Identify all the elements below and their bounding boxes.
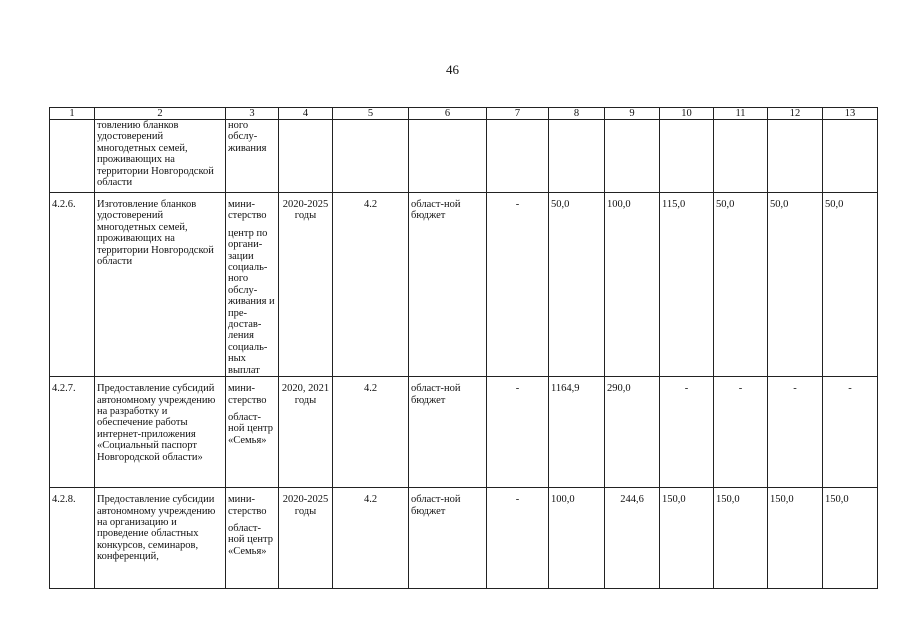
program-table: [49, 107, 878, 589]
cell-source: област-ной бюджет: [409, 488, 487, 589]
cell-value: 150,0: [660, 488, 714, 589]
cell-number: 4.2.6.: [50, 193, 95, 377]
executor-line: центр по органи-зации социаль-ного обслу-живания и пре-достав-ления социаль-ных выплат: [228, 227, 275, 376]
cell-value: 244,6: [605, 488, 660, 589]
header-col-6: 6: [409, 108, 487, 120]
cell-description: Предоставление субсидии автономному учреждению на организацию и проведение областных конкурсов, семинаров, конференций,: [95, 488, 226, 589]
cell-source: област-ной бюджет: [409, 193, 487, 377]
cell-value: [487, 120, 549, 193]
cell-executor: [226, 120, 279, 193]
cell-value: [768, 120, 823, 193]
cell-value: 50,0: [768, 193, 823, 377]
executor-line: мини-стерство: [228, 383, 267, 406]
cell-period: 2020-2025 годы: [279, 193, 333, 377]
cell-number: [50, 120, 95, 193]
cell-value: 290,0: [605, 377, 660, 488]
cell-target: 4.2: [333, 377, 409, 488]
cell-value: 150,0: [714, 488, 768, 589]
cell-value: [823, 120, 878, 193]
cell-value: -: [768, 377, 823, 488]
table-row: [50, 488, 878, 589]
cell-target: 4.2: [333, 488, 409, 589]
cell-value: [714, 120, 768, 193]
table-row: [50, 193, 878, 377]
cell-period: 2020-2025 годы: [279, 488, 333, 589]
cell-value: 50,0: [714, 193, 768, 377]
cell-target: [333, 120, 409, 193]
cell-value: -: [487, 488, 549, 589]
executor-line: област-ной центр «Семья»: [228, 411, 273, 446]
header-col-11: 11: [714, 108, 768, 120]
cell-value: -: [714, 377, 768, 488]
cell-value: 1164,9: [549, 377, 605, 488]
cell-value: -: [823, 377, 878, 488]
cell-executor: [226, 488, 279, 589]
header-row: [50, 108, 878, 120]
cell-source: [409, 120, 487, 193]
header-col-1: 1: [50, 108, 95, 120]
executor-line: област-ной центр «Семья»: [228, 522, 273, 557]
cell-executor: [226, 193, 279, 377]
executor-line: мини-стерство: [228, 494, 267, 517]
cell-description: Изготовление бланков удостоверений многодетных семей, проживающих на территории Новгородской области: [95, 193, 226, 377]
executor-line: ного обслу-живания: [228, 120, 267, 154]
cell-target: 4.2: [333, 193, 409, 377]
cell-number: 4.2.8.: [50, 488, 95, 589]
cell-number: 4.2.7.: [50, 377, 95, 488]
table-row: [50, 120, 878, 193]
cell-value: [549, 120, 605, 193]
cell-value: 50,0: [549, 193, 605, 377]
table-row: [50, 377, 878, 488]
executor-line: мини-стерство: [228, 199, 267, 222]
cell-executor: [226, 377, 279, 488]
header-col-7: 7: [487, 108, 549, 120]
cell-description: товлению бланков удостоверений многодетных семей, проживающих на территории Новгородской области: [95, 120, 226, 193]
cell-description: Предоставление субсидий автономному учреждению на разработку и обеспечение работы интернет-приложения «Социальный паспорт Новгородской области»: [95, 377, 226, 488]
cell-value: [605, 120, 660, 193]
header-col-4: 4: [279, 108, 333, 120]
cell-value: 150,0: [768, 488, 823, 589]
cell-value: 150,0: [823, 488, 878, 589]
cell-value: 100,0: [549, 488, 605, 589]
cell-value: 50,0: [823, 193, 878, 377]
cell-value: -: [660, 377, 714, 488]
header-col-5: 5: [333, 108, 409, 120]
cell-value: -: [487, 193, 549, 377]
header-col-12: 12: [768, 108, 823, 120]
header-col-10: 10: [660, 108, 714, 120]
cell-value: [660, 120, 714, 193]
cell-value: 115,0: [660, 193, 714, 377]
cell-value: 100,0: [605, 193, 660, 377]
header-col-9: 9: [605, 108, 660, 120]
cell-period: 2020, 2021 годы: [279, 377, 333, 488]
cell-period: [279, 120, 333, 193]
header-col-3: 3: [226, 108, 279, 120]
header-col-2: 2: [95, 108, 226, 120]
cell-value: -: [487, 377, 549, 488]
page-number: 46: [446, 62, 459, 77]
header-col-13: 13: [823, 108, 878, 120]
cell-source: област-ной бюджет: [409, 377, 487, 488]
header-col-8: 8: [549, 108, 605, 120]
